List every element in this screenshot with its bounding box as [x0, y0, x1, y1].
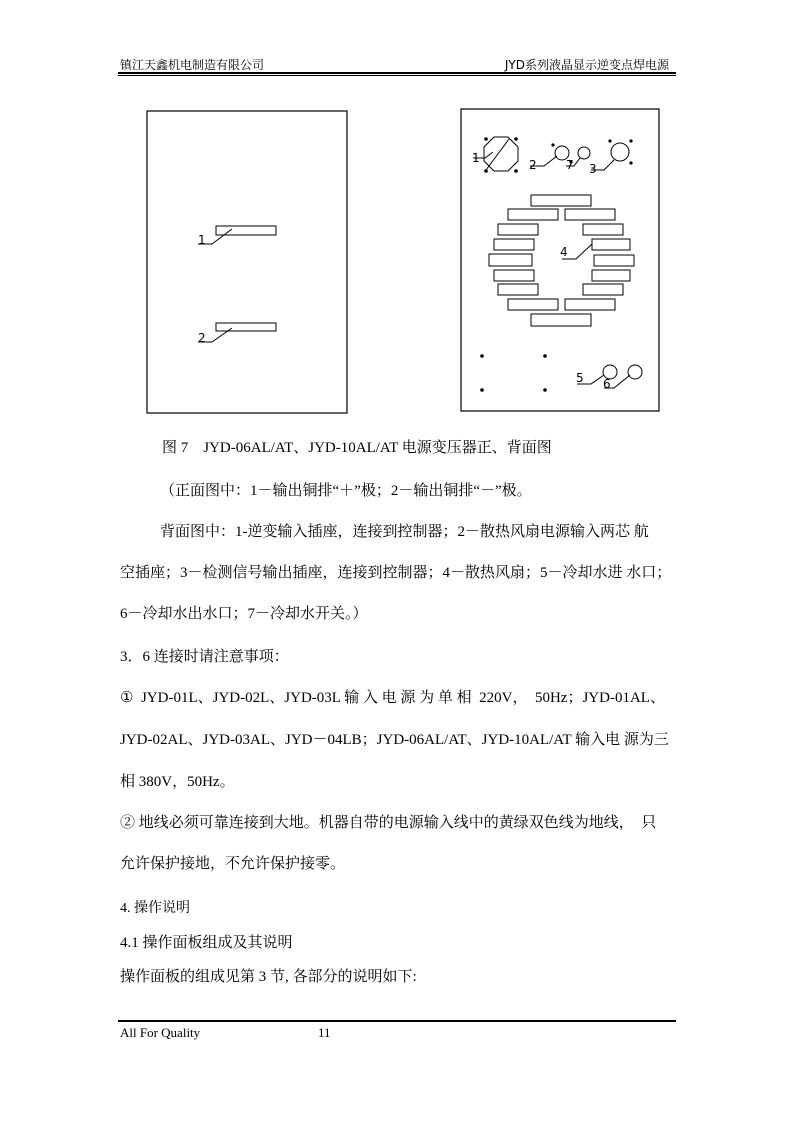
- front-label-2: 2: [198, 331, 206, 345]
- front-panel: [147, 111, 347, 413]
- footer-rule: [118, 1020, 676, 1022]
- back-note-line3: 6－冷却水出水口；7－冷却水开关。）: [120, 606, 368, 622]
- header-rule: [118, 72, 676, 74]
- cooling-fan: [489, 195, 634, 326]
- back-label-4: 4: [560, 245, 568, 259]
- footer-slogan: All For Quality: [120, 1025, 201, 1040]
- front-note: （正面图中：1－输出铜排“＋”极；2－输出铜排“－”极。: [160, 483, 532, 499]
- header-company: 镇江天鑫机电制造有限公司: [120, 58, 265, 72]
- back-note-line2: 空插座；3－检测信号输出插座，连接到控制器；4－散热风扇；5－冷却水进 水口；: [120, 565, 672, 581]
- section-4-heading: 4. 操作说明: [120, 901, 190, 916]
- back-label-3: 3: [589, 162, 597, 176]
- item2-line1: ② 地线必须可靠连接到大地。机器自带的电源输入线中的黄绿双色线为地线， 只: [120, 815, 657, 831]
- item1-line3: 相 380V，50Hz。: [120, 774, 235, 790]
- page-number: 11: [318, 1025, 331, 1040]
- back-note-line1: 背面图中：1-逆变输入插座，连接到控制器；2－散热风扇电源输入两芯 航: [160, 524, 649, 540]
- back-label-1: 1: [472, 151, 480, 165]
- water-switch: [578, 147, 590, 159]
- water-outlet: [628, 365, 642, 379]
- back-label-2: 2: [529, 158, 537, 172]
- section-3-6-heading: 3．6 连接时请注意事项：: [120, 649, 289, 665]
- figure-caption: 图 7 JYD-06AL/AT、JYD-10AL/AT 电源变压器正、背面图: [162, 440, 552, 456]
- item1-line1: ① JYD-01L、JYD-02L、JYD-03L 输 入 电 源 为 单 相 220V， 50Hz；JYD-01AL、: [120, 690, 665, 706]
- back-label-5: 5: [576, 371, 584, 385]
- section-4-1-heading: 4.1 操作面板组成及其说明: [120, 935, 293, 951]
- item2-line2: 允许保护接地，不允许保护接零。: [120, 856, 346, 872]
- back-label-6: 6: [603, 377, 611, 391]
- header-rule-thin: [118, 75, 676, 76]
- header-product: JYD系列液晶显示逆变点焊电源: [504, 58, 669, 72]
- section-4-1-text: 操作面板的组成见第 3 节, 各部分的说明如下:: [120, 969, 417, 985]
- transformer-figure: [0, 100, 793, 530]
- back-label-7: 7: [566, 158, 574, 172]
- signal-output-socket: [611, 143, 629, 161]
- back-view: [461, 109, 659, 411]
- negative-busbar: [216, 323, 276, 331]
- front-view: [147, 111, 347, 413]
- front-label-1: 1: [198, 233, 206, 247]
- item1-line2: JYD-02AL、JYD-03AL、JYD－04LB；JYD-06AL/AT、JYD-10AL/AT 输入电 源为三: [120, 732, 669, 748]
